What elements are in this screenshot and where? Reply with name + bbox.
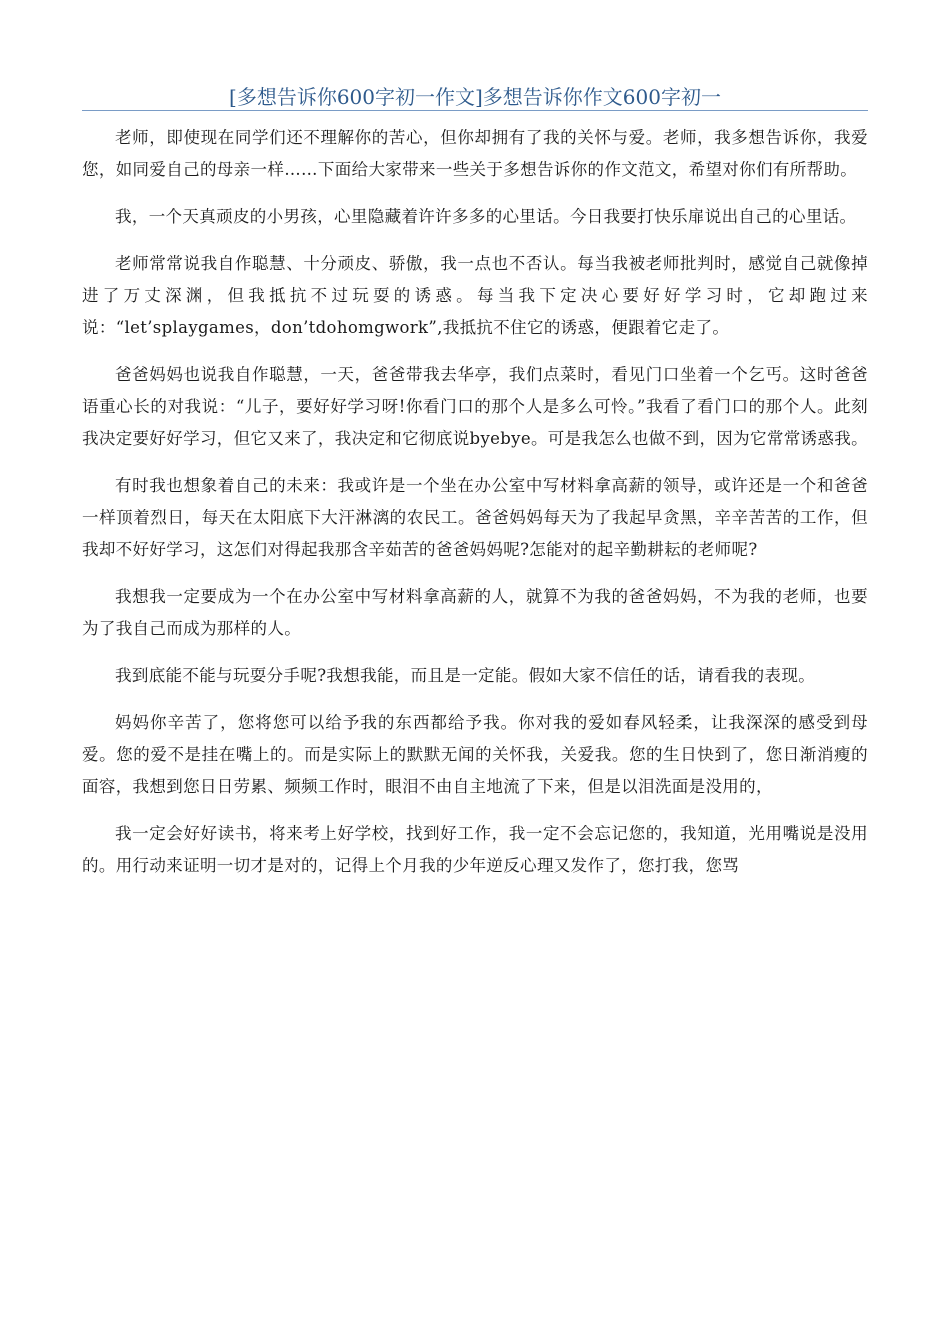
paragraph-3: 老师常常说我自作聪慧、十分顽皮、骄傲，我一点也不否认。每当我被老师批判时，感觉自己就像掉进了万丈深渊，但我抵抗不过玩耍的诱惑。每当我下定决心要好好学习时，它却跑过来说：“let’splaygames，don’tdohomgwork”,我抵抗不住它的诱惑，便跟着它走了。 xyxy=(82,254,868,337)
paragraph-7: 我到底能不能与玩耍分手呢?我想我能，而且是一定能。假如大家不信任的话，请看我的表现。 xyxy=(115,666,816,685)
paragraph-9: 我一定会好好读书，将来考上好学校，找到好工作，我一定不会忘记您的，我知道，光用嘴说是没用的。用行动来证明一切才是对的，记得上个月我的少年逆反心理又发作了，您打我，您骂 xyxy=(82,824,868,875)
paragraph-1: 老师，即使现在同学们还不理解你的苦心，但你却拥有了我的关怀与爱。老师，我多想告诉你，我爱您，如同爱自己的母亲一样……下面给大家带来一些关于多想告诉你的作文范文，希望对你们有所帮助。 xyxy=(82,128,868,179)
document-body xyxy=(82,122,868,897)
paragraph-5: 有时我也想象着自己的未来：我或许是一个坐在办公室中写材料拿高薪的领导，或许还是一个和爸爸一样顶着烈日，每天在太阳底下大汗淋漓的农民工。爸爸妈妈每天为了我起早贪黑，辛辛苦苦的工作，但我却不好好学习，这怎们对得起我那含辛茹苦的爸爸妈妈呢?怎能对的起辛勤耕耘的老师呢? xyxy=(82,476,868,559)
paragraph-4: 爸爸妈妈也说我自作聪慧，一天，爸爸带我去华亭，我们点菜时，看见门口坐着一个乞丐。这时爸爸语重心长的对我说：“儿子，要好好学习呀!你看门口的那个人是多么可怜。”我看了看门口的那个人。此刻我决定要好好学习，但它又来了，我决定和它彻底说byebye。可是我怎么也做不到，因为它常常诱惑我。 xyxy=(82,365,868,448)
page-header-title: [多想告诉你600字初一作文]多想告诉你作文600字初一 xyxy=(229,85,721,109)
paragraph-6: 我想我一定要成为一个在办公室中写材料拿高薪的人，就算不为我的爸爸妈妈，不为我的老师，也要为了我自己而成为那样的人。 xyxy=(82,587,868,638)
header-divider xyxy=(82,110,868,111)
paragraph-2: 我，一个天真顽皮的小男孩，心里隐藏着许许多多的心里话。今日我要打快乐扉说出自己的心里话。 xyxy=(115,207,857,226)
paragraph-8: 妈妈你辛苦了，您将您可以给予我的东西都给予我。你对我的爱如春风轻柔，让我深深的感受到母爱。您的爱不是挂在嘴上的。而是实际上的默默无闻的关怀我，关爱我。您的生日快到了，您日渐消瘦的面容，我想到您日日劳累、频频工作时，眼泪不由自主地流了下来，但是以泪洗面是没用的， xyxy=(82,713,868,796)
